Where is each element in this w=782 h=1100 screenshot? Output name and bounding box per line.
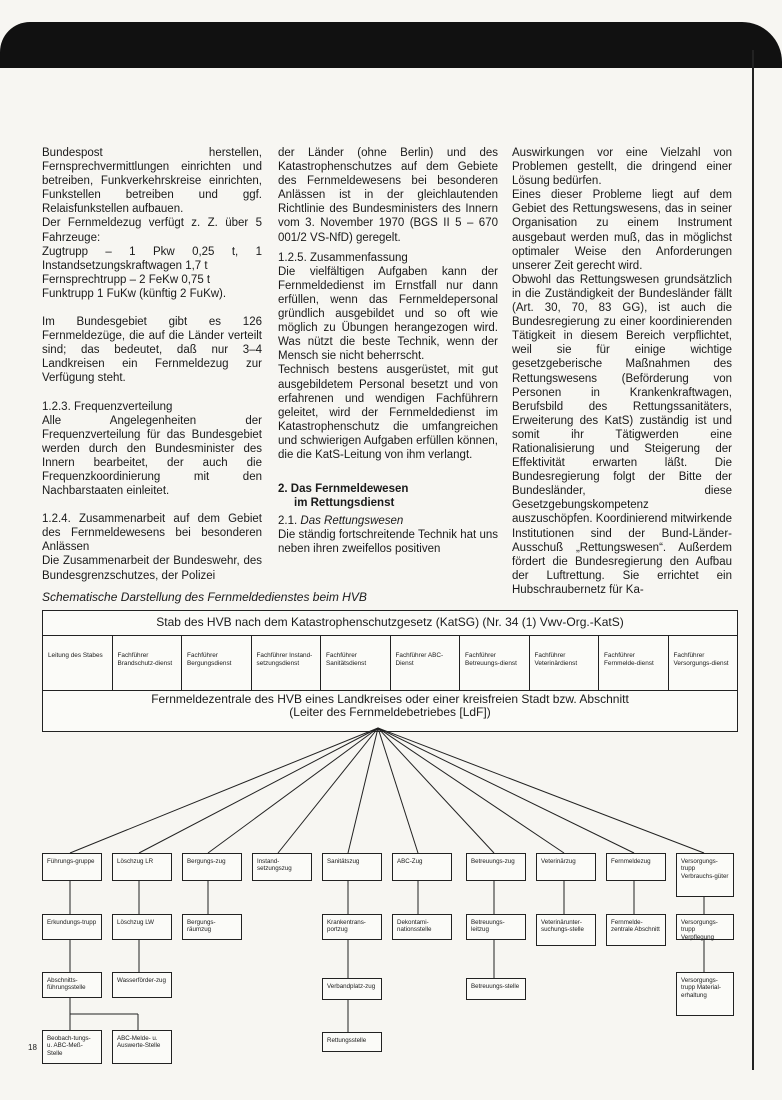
paragraph: Obwohl das Rettungswesen grundsätzlich in die Zuständigkeit der Bundesländer fällt (Art. 30, 70, 83 GG), ist auch die Bundesregierung zu einer koordinierenden Tätigkeit in diesem Bereich verpflichtet, weil sie für einige wichtige gesetzgeberische Maßnahmen des Rettungswesens (Beförderung von Personen in Krankenkraftwagen, Berufsbild des Rettungssanitäters, Erweiterung des KatS) zuständig ist und somit ihr Tätigwerden eine Rationalisierung und Steigerung der Effektivität erwarten läßt. Die Bundesregierung folgt der Bitte der Bundesländer, diese Gesetzgebungskompetenz auszuschöpfen. Koordinierend mitwirkende Institutionen sind der Bund-Länder-Ausschuß „Rettungswesen“. Außerdem fördert die Bundesregierung den Aufbau der Luftrettung. Sie errichtet ein Hubschraubernetz für Ka- [512, 273, 732, 596]
unit-box: Instand-setzungszug [252, 853, 312, 881]
unit-box: Fernmeldezug [606, 853, 666, 881]
paragraph: Bundespost herstellen, Fernsprechvermittlungen einrichten und betreiben, Funkverkehrskreise einrichten, Funkstellen betreiben und ggf. Relaisfunkstellen aufbauen. [42, 147, 262, 216]
staff-cell: Fachführer Bergungsdienst [182, 636, 252, 690]
paragraph: Die Zusammenarbeit der Bundeswehr, des Bundesgrenzschutzes, der Polizei [42, 555, 262, 582]
paragraph: Der Fernmeldezug verfügt z. Z. über 5 Fahrzeuge: [42, 217, 262, 244]
staff-cell: Leitung des Stabes [43, 636, 113, 690]
unit-box: Versorgungs-trupp Verpflegung [676, 914, 734, 940]
unit-box: Beobach-tungs- u. ABC-Meß-Stelle [42, 1030, 102, 1064]
unit-box: Versorgungs-trupp Material-erhaltung [676, 972, 734, 1016]
section-heading: 1.2.3. Frequenzverteilung [42, 400, 173, 413]
staff-cell: Fachführer Versorgungs-dienst [673, 652, 729, 667]
unit-box: Versorgungs-trupp Verbrauchs-güter [676, 853, 734, 897]
telecom-center-line2: (Leiter des Fernmeldebetriebes [LdF]) [289, 705, 491, 719]
staff-cell: Fachführer ABC-Dienst [391, 636, 461, 690]
paragraph: Technisch bestens ausgerüstet, mit gut ausgebildetem Personal besetzt und von erfahrenen und wendigen Fachführern geleitet, wird der Fernmeldedienst im Katastrophenschutz die umfangreichen und schwierigen Aufgaben erfüllen können, die die KatS-Leitung von ihm verlangt. [278, 364, 498, 461]
paragraph: Fernsprechtrupp – 2 FeKw 0,75 t [42, 273, 211, 286]
chapter-heading-line2: im Rettungsdienst [294, 497, 395, 510]
staff-cell: Fachführer Brandschutz-dienst [113, 636, 183, 690]
unit-box: Veterinärzug [536, 853, 596, 881]
telecom-center-line1: Fernmeldezentrale des HVB eines Landkreises oder einer kreisfreien Stadt bzw. Abschnitt [151, 692, 629, 706]
diagram-caption: Schematische Darstellung des Fernmeldedienstes beim HVB [42, 590, 367, 604]
unit-box: Löschzug LW [112, 914, 172, 940]
staff-cell: Fachführer Fernmelde-dienst [599, 636, 669, 690]
paragraph: Zugtrupp – 1 Pkw 0,25 t, 1 Instandsetzungskraftwagen 1,7 t [42, 245, 262, 272]
unit-box: Bergungs-räumzug [182, 914, 242, 940]
staff-cell: Fachführer Instand-setzungsdienst [252, 636, 322, 690]
paragraph: Eines dieser Probleme liegt auf dem Gebiet des Rettungswesens, das in seiner Organisation zu einem Instrument ausgebaut werden muß, das in möglichst optimaler Weise den Anforderungen unserer Zeit gerecht wird. [512, 189, 732, 272]
staff-cell: Fachführer Veterinärdienst [530, 636, 600, 690]
unit-box: Veterinärunter-suchungs-stelle [536, 914, 596, 946]
unit-box: Betreuungs-zug [466, 853, 526, 881]
unit-box: Rettungsstelle [322, 1032, 382, 1052]
paragraph: Die vielfältigen Aufgaben kann der Fernmeldedienst im Ernstfall nur dann erfüllen, wenn das Fernmeldepersonal gründlich ausgebildet und so oft wie möglich zu Übungen herangezogen wird. Was nützt die beste Technik, wenn der Mensch sie nicht beherrscht. [278, 265, 498, 363]
subsection-title: Das Rettungswesen [300, 515, 404, 528]
section-heading: 1.2.4. Zusammenarbeit auf dem Gebiet des Fernmeldewesens bei besonderen Anlässen [42, 513, 262, 554]
unit-box: ABC-Melde- u. Auswerte-Stelle [112, 1030, 172, 1064]
unit-box: Verbandplatz-zug [322, 978, 382, 1000]
page-number: 18 [28, 1043, 37, 1052]
unit-box: Fernmelde-zentrale Abschnitt [606, 914, 666, 946]
section-heading: 1.2.5. Zusammenfassung [278, 251, 408, 264]
paragraph: Auswirkungen vor eine Vielzahl von Problemen gestellt, die dringend einer Lösung bedürfen. [512, 147, 732, 188]
unit-box: Führungs-gruppe [42, 853, 102, 881]
paragraph: Alle Angelegenheiten der Frequenzverteilung für das Bundesgebiet werden durch den Bundesminister des Innern bearbeitet, der auch die Frequenzkoordinierung mit den Nachbarstaaten einleitet. [42, 414, 262, 498]
paragraph: Funktrupp 1 FuKw (künftig 2 FuKw). [42, 287, 227, 300]
unit-box: Krankentrans-portzug [322, 914, 382, 940]
paragraph: Im Bundesgebiet gibt es 126 Fernmeldezüge, die auf die Länder verteilt sind; das bedeutet, daß nur 3–4 Landkreisen ein Fernmeldezug zur Verfügung steht. [42, 316, 262, 385]
unit-box: Löschzug LR [112, 853, 172, 881]
staff-title: Stab des HVB nach dem Katastrophenschutzgesetz (KatSG) (Nr. 34 (1) Vwv-Org.-KatS) [156, 615, 624, 629]
chapter-heading-line1: 2. Das Fernmeldewesen [278, 483, 409, 496]
subsection-number: 2.1. [278, 515, 298, 528]
unit-box: Bergungs-zug [182, 853, 242, 881]
paragraph: der Länder (ohne Berlin) und des Katastrophenschutzes auf dem Gebiete des Fernmeldewesens bei besonderen Anlässen ist in der gleichlautenden Richtlinie des Bundesministers des Innern vom 3. November 1970 (BGS II 5 – 670 001/2 VS-NfD) geregelt. [278, 147, 498, 244]
unit-box: Erkundungs-trupp [42, 914, 102, 940]
staff-cell: Fachführer Sanitätsdienst [321, 636, 391, 690]
staff-cell: Fachführer Betreuungs-dienst [460, 636, 530, 690]
unit-box: Betreuungs-leitzug [466, 914, 526, 940]
unit-box: Abschnitts-führungsstelle [42, 972, 102, 998]
unit-box: Betreuungs-stelle [466, 978, 526, 1000]
unit-box: Wasserförder-zug [112, 972, 172, 998]
unit-box: Dekontami-nationsstelle [392, 914, 452, 940]
paragraph: Die ständig fortschreitende Technik hat uns neben ihren zweifellos positiven [278, 529, 498, 556]
unit-box: ABC-Zug [392, 853, 452, 881]
unit-box: Sanitätszug [322, 853, 382, 881]
